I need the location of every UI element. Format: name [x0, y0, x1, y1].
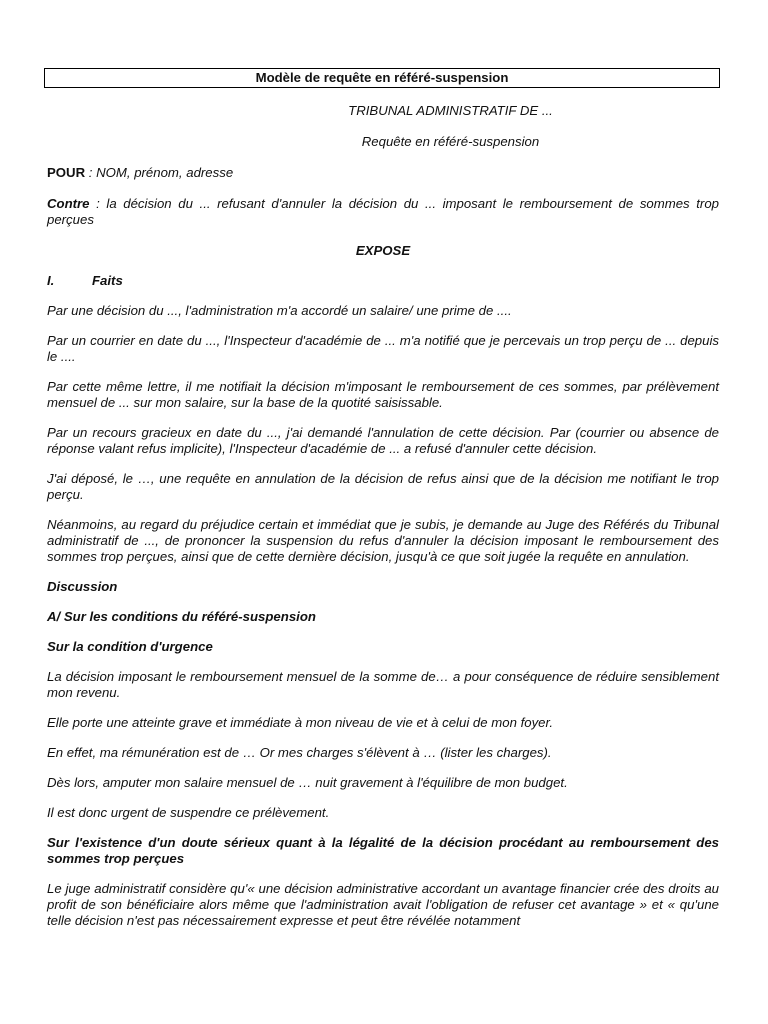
- paragraph-faits-2: Par un courrier en date du ..., l'Inspecteur d'académie de ... m'a notifié que je percevais un trop perçu de ... depuis le ....: [47, 333, 719, 364]
- paragraph-urgence-4: Dès lors, amputer mon salaire mensuel de … nuit gravement à l'équilibre de mon budget.: [47, 775, 568, 790]
- urgence-heading: Sur la condition d'urgence: [47, 639, 213, 654]
- paragraph-faits-4: Par un recours gracieux en date du ..., j'ai demandé l'annulation de cette décision. Par (courrier ou absence de réponse valant refus implicite), l'Inspecteur d'académie de ... a refusé d'annuler cette décision.: [47, 425, 719, 456]
- section-a-heading: A/ Sur les conditions du référé-suspension: [47, 609, 316, 624]
- request-type-line: Requête en référé-suspension: [361, 134, 540, 149]
- pour-label: POUR: [47, 165, 86, 180]
- paragraph-faits-6: Néanmoins, au regard du préjudice certain et immédiat que je subis, je demande au Juge des Référés du Tribunal administratif de ..., de prononcer la suspension du refus d'annuler la décision imposant le remboursement des sommes trop perçues, ainsi que de cette dernière décision, jusqu'à ce que soit jugée la requête en annulation.: [47, 517, 719, 564]
- contre-text: : la décision du ... refusant d'annuler la décision du ... imposant le remboursement de sommes trop perçues: [47, 196, 719, 227]
- pour-text: : NOM, prénom, adresse: [85, 165, 234, 180]
- contre-label: Contre: [47, 196, 90, 211]
- section-title: Faits: [92, 273, 123, 288]
- document-title: Modèle de requête en référé-suspension: [44, 68, 720, 88]
- paragraph-faits-3: Par cette même lettre, il me notifiait la décision m'imposant le remboursement de ces sommes, par prélèvement mensuel de ... sur mon salaire, sur la base de la quotité saisissable.: [47, 379, 719, 410]
- paragraph-urgence-1: La décision imposant le remboursement mensuel de la somme de… a pour conséquence de réduire sensiblement mon revenu.: [47, 669, 719, 700]
- paragraph-faits-1: Par une décision du ..., l'administration m'a accordé un salaire/ une prime de ....: [47, 303, 512, 318]
- paragraph-last: Le juge administratif considère qu'« une décision administrative accordant un avantage financier crée des droits au profit de son bénéficiaire alors même que l'administration avait l'obligation de refuser cet avantage » et « qu'une telle décision n'est pas nécessairement expresse et peut être révélée notamment: [47, 881, 719, 928]
- expose-heading: EXPOSE: [355, 243, 411, 258]
- contre-line: [47, 196, 719, 228]
- paragraph-urgence-2: Elle porte une atteinte grave et immédiate à mon niveau de vie et à celui de mon foyer.: [47, 715, 554, 730]
- document-page: [47, 68, 719, 929]
- pour-line: [47, 165, 719, 181]
- section-faits-heading: [47, 273, 719, 289]
- tribunal-line: TRIBUNAL ADMINISTRATIF DE ...: [348, 103, 553, 118]
- paragraph-urgence-5: Il est donc urgent de suspendre ce prélèvement.: [47, 805, 330, 820]
- paragraph-urgence-3: En effet, ma rémunération est de … Or mes charges s'élèvent à … (lister les charges).: [47, 745, 552, 760]
- doute-heading: Sur l'existence d'un doute sérieux quant à la légalité de la décision procédant au remboursement des sommes trop perçues: [47, 835, 719, 866]
- discussion-heading: Discussion: [47, 579, 118, 594]
- paragraph-faits-5: J'ai déposé, le …, une requête en annulation de la décision de refus ainsi que de la décision me notifiant le trop perçu.: [47, 471, 719, 502]
- section-number: I.: [47, 273, 55, 288]
